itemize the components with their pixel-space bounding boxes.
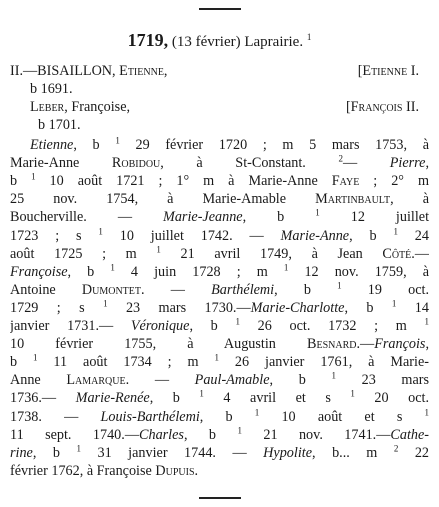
- father-parent-ref: [Etienne I.: [357, 63, 419, 79]
- children-text-line: 11 sept. 1740.—Charles, b $^1$ 21 nov. 1741.—Cathe-: [10, 425, 429, 443]
- entry-heading-mark: 1: [306, 32, 312, 42]
- children-text-line: rine, b $^1$ 31 janvier 1744. — Hypolite, b... m $^2$ 22: [10, 443, 429, 461]
- entry-year: 1719,: [127, 30, 169, 50]
- children-text-line: 25 nov. 1754, à Marie-Amable Martinbault, à: [10, 191, 429, 208]
- children-text-line: Boucherville. — Marie-Jeanne, b $^1$ 12 juillet: [10, 208, 429, 226]
- children-text-line: 1729 ; s $^1$ 23 mars 1730.—Marie-Charlotte, b $^1$ 14: [10, 298, 429, 316]
- children-text-line: Marie-Anne Robidou, à St-Constant. $^2$— Pierre,: [10, 154, 429, 172]
- father-comma: ,: [163, 63, 168, 79]
- children-text-line: 1738. — Louis-Barthélemi, b $^1$ 10 août et s $^1$: [10, 407, 429, 425]
- father-line: [10, 62, 429, 80]
- mother-given-name: , Françoise,: [64, 99, 131, 115]
- mother-parent-ref: [François II.: [345, 99, 419, 115]
- mother-surname: Leber: [30, 99, 65, 115]
- mother-line: [30, 98, 429, 116]
- children-text-line: janvier 1731.— Véronique, b $^1$ 26 oct. 1732 ; m $^1$: [10, 317, 429, 334]
- bottom-divider-rule: [199, 497, 241, 499]
- children-text-line: Antoine Dumontet. — Barthélemi, b $^1$ 19 oct.: [10, 280, 429, 298]
- mother-birth: b 1701.: [38, 117, 81, 133]
- children-text-line: b $^1$ 11 août 1734 ; m $^1$ 26 janvier 1761, à Marie-: [10, 353, 429, 371]
- children-text-line: 10 février 1755, à Augustin Besnard.—François,: [10, 336, 429, 353]
- entry-heading: [0, 30, 439, 52]
- children-text-line: Anne Lamarque. — Paul-Amable, b $^1$ 23 mars: [10, 371, 429, 389]
- top-divider-rule: [199, 8, 241, 10]
- father-given-name: Etienne: [119, 63, 164, 79]
- children-text-line: Etienne, b $^1$ 29 février 1720 ; m 5 mars 1753, à: [30, 136, 429, 153]
- entry-date-place: (13 février) Laprairie.: [171, 34, 304, 50]
- children-text-line: février 1762, à Françoise Dupuis.: [10, 462, 199, 479]
- children-text-line: août 1725 ; m $^1$ 21 avril 1749, à Jean Côté.—: [10, 244, 429, 262]
- children-text-line: 1736.— Marie-Renée, b $^1$ 4 avril et s $^1$ 20 oct.: [10, 389, 429, 407]
- father-birth: b 1691.: [30, 81, 73, 97]
- father-generation-surname: II.—BISAILLON,: [10, 63, 120, 79]
- children-text-line: 1723 ; s $^1$ 10 juillet 1742. — Marie-Anne, b $^1$ 24: [10, 226, 429, 244]
- children-text-line: b $^1$ 10 août 1721 ; 1° m à Marie-Anne Faye ; 2° m: [10, 172, 429, 190]
- children-text-line: Françoise, b $^1$ 4 juin 1728 ; m $^1$ 12 nov. 1759, à: [10, 262, 429, 280]
